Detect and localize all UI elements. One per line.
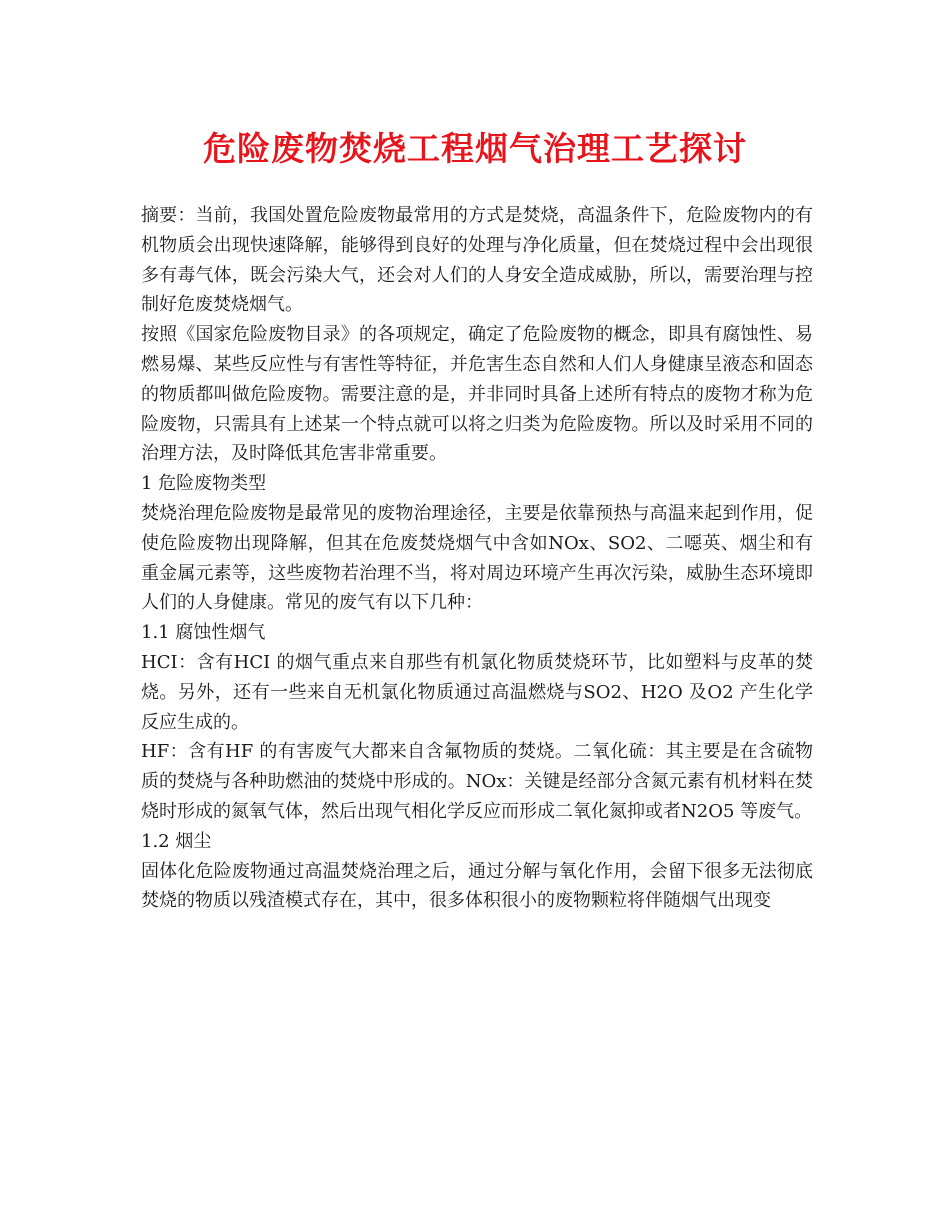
- body-paragraph: HCI：含有HCI 的烟气重点来自那些有机氯化物质焚烧环节，比如塑料与皮革的焚烧。另外，还有一些来自无机氯化物质通过高温燃烧与SO2、H2O 及O2 产生化学反应生成的。: [141, 651, 813, 733]
- document-title: 危险废物焚烧工程烟气治理工艺探讨: [203, 129, 747, 168]
- abstract-paragraph: 摘要：当前，我国处置危险废物最常用的方式是焚烧，高温条件下，危险废物内的有机物质会出现快速降解，能够得到良好的处理与净化质量，但在焚烧过程中会出现很多有毒气体，既会污染大气，还会对人们的人身安全造成威胁，所以，需要治理与控制好危废焚烧烟气。: [141, 205, 813, 316]
- subsection-heading: 1.2 烟尘: [141, 830, 212, 852]
- body-paragraph: 固体化危险废物通过高温焚烧治理之后，通过分解与氧化作用，会留下很多无法彻底焚烧的物质以残渣模式存在，其中，很多体积很小的废物颗粒将伴随烟气出现变: [141, 860, 813, 912]
- subsection-heading: 1.1 腐蚀性烟气: [141, 622, 266, 644]
- body-paragraph: HF：含有HF 的有害废气大都来自含氟物质的焚烧。二氧化硫：其主要是在含硫物质的焚烧与各种助燃油的焚烧中形成的。NOx：关键是经部分含氮元素有机材料在焚烧时形成的氮氧气体，然后出现气相化学反应而形成二氧化氮抑或者N2O5 等废气。: [141, 741, 813, 822]
- section-heading: 1 危险废物类型: [141, 473, 267, 495]
- document-body: [141, 201, 813, 916]
- body-paragraph: 焚烧治理危险废物是最常见的废物治理途径，主要是依靠预热与高温来起到作用，促使危险废物出现降解，但其在危废焚烧烟气中含如NOx、SO2、二噁英、烟尘和有重金属元素等，这些废物若治理不当，将对周边环境产生再次污染，威胁生态环境即人们的人身健康。常见的废气有以下几种：: [141, 502, 813, 614]
- definition-paragraph: 按照《国家危险废物目录》的各项规定，确定了危险废物的概念，即具有腐蚀性、易燃易爆、某些反应性与有害性等特征，并危害生态自然和人们人身健康呈液态和固态的物质都叫做危险废物。需要注意的是，并非同时具备上述所有特点的废物才称为危险废物，只需具有上述某一个特点就可以将之归类为危险废物。所以及时采用不同的治理方法，及时降低其危害非常重要。: [141, 324, 813, 465]
